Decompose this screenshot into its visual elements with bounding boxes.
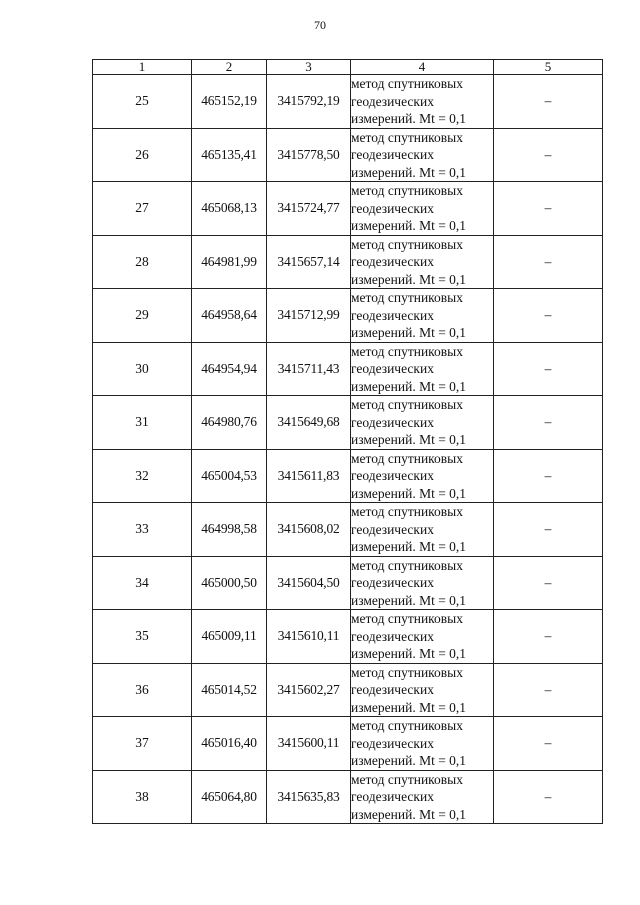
table-row <box>93 342 603 396</box>
method-line: измерений. Mt = 0,1 <box>351 485 467 501</box>
point-number: 38 <box>93 770 192 824</box>
column-header: 5 <box>494 60 603 75</box>
x-coordinate: 465152,19 <box>192 75 267 129</box>
method-line: метод спутниковых <box>351 664 463 680</box>
method-line: метод спутниковых <box>351 76 463 91</box>
method-line: геодезических <box>351 789 434 804</box>
y-coordinate: 3415602,27 <box>267 663 351 717</box>
method-line: измерений. Mt = 0,1 <box>351 111 467 126</box>
column-header: 2 <box>192 60 267 75</box>
method-cell <box>351 289 494 343</box>
method-line: метод спутниковых <box>351 236 463 252</box>
note-cell: – <box>494 342 603 396</box>
method-cell <box>351 556 494 610</box>
note-cell: – <box>494 75 603 129</box>
point-number: 32 <box>93 449 192 503</box>
method-cell <box>351 503 494 557</box>
method-line: метод спутниковых <box>351 183 463 198</box>
table-row <box>93 610 603 664</box>
method-cell <box>351 342 494 396</box>
table-row <box>93 449 603 503</box>
note-cell: – <box>494 235 603 289</box>
x-coordinate: 465016,40 <box>192 717 267 771</box>
method-line: измерений. Mt = 0,1 <box>351 592 467 608</box>
note-cell: – <box>494 503 603 557</box>
method-line: геодезических <box>351 575 434 590</box>
y-coordinate: 3415724,77 <box>267 182 351 236</box>
note-cell: – <box>494 182 603 236</box>
note-cell: – <box>494 396 603 450</box>
x-coordinate: 464954,94 <box>192 342 267 396</box>
table-row <box>93 717 603 771</box>
method-line: метод спутниковых <box>351 557 463 573</box>
table-row <box>93 235 603 289</box>
table-row <box>93 289 603 343</box>
y-coordinate: 3415604,50 <box>267 556 351 610</box>
point-number: 26 <box>93 128 192 182</box>
x-coordinate: 464998,58 <box>192 503 267 557</box>
table-row <box>93 770 603 824</box>
table-row <box>93 396 603 450</box>
method-line: геодезических <box>351 254 434 269</box>
table-row <box>93 75 603 129</box>
page-number: 70 <box>314 18 326 32</box>
point-number: 28 <box>93 235 192 289</box>
y-coordinate: 3415635,83 <box>267 770 351 824</box>
point-number: 37 <box>93 717 192 771</box>
method-line: измерений. Mt = 0,1 <box>351 539 467 554</box>
x-coordinate: 465014,52 <box>192 663 267 717</box>
note-cell: – <box>494 770 603 824</box>
point-number: 25 <box>93 75 192 129</box>
method-cell <box>351 717 494 771</box>
method-cell <box>351 610 494 664</box>
method-cell <box>351 75 494 129</box>
method-line: измерений. Mt = 0,1 <box>351 325 467 340</box>
method-cell <box>351 182 494 236</box>
y-coordinate: 3415711,43 <box>267 342 351 396</box>
point-number: 34 <box>93 556 192 610</box>
method-line: геодезических <box>351 93 434 109</box>
method-line: геодезических <box>351 307 434 323</box>
method-line: геодезических <box>351 468 434 483</box>
method-line: измерений. Mt = 0,1 <box>351 753 467 768</box>
table-row <box>93 182 603 236</box>
table-row <box>93 556 603 610</box>
method-line: метод спутниковых <box>351 397 463 412</box>
method-line: геодезических <box>351 200 434 216</box>
method-line: метод спутниковых <box>351 129 463 145</box>
table-header-row <box>93 60 603 75</box>
table-body <box>93 75 603 824</box>
coordinates-table <box>92 59 603 824</box>
x-coordinate: 465064,80 <box>192 770 267 824</box>
point-number: 33 <box>93 503 192 557</box>
method-line: геодезических <box>351 521 434 537</box>
method-line: измерений. Mt = 0,1 <box>351 432 467 447</box>
y-coordinate: 3415610,11 <box>267 610 351 664</box>
y-coordinate: 3415778,50 <box>267 128 351 182</box>
x-coordinate: 465004,53 <box>192 449 267 503</box>
point-number: 29 <box>93 289 192 343</box>
method-line: геодезических <box>351 682 434 697</box>
method-line: измерений. Mt = 0,1 <box>351 646 467 661</box>
table-row <box>93 503 603 557</box>
point-number: 35 <box>93 610 192 664</box>
method-line: метод спутниковых <box>351 450 463 466</box>
note-cell: – <box>494 663 603 717</box>
method-line: метод спутниковых <box>351 718 463 733</box>
method-line: геодезических <box>351 361 434 376</box>
method-line: метод спутниковых <box>351 504 463 519</box>
method-cell <box>351 235 494 289</box>
point-number: 27 <box>93 182 192 236</box>
y-coordinate: 3415611,83 <box>267 449 351 503</box>
column-header: 1 <box>93 60 192 75</box>
x-coordinate: 465068,13 <box>192 182 267 236</box>
note-cell: – <box>494 610 603 664</box>
method-line: геодезических <box>351 628 434 644</box>
table-row <box>93 128 603 182</box>
y-coordinate: 3415712,99 <box>267 289 351 343</box>
y-coordinate: 3415608,02 <box>267 503 351 557</box>
method-line: метод спутниковых <box>351 343 463 359</box>
y-coordinate: 3415792,19 <box>267 75 351 129</box>
x-coordinate: 464981,99 <box>192 235 267 289</box>
method-line: метод спутниковых <box>351 771 463 787</box>
method-line: метод спутниковых <box>351 611 463 626</box>
method-line: измерений. Mt = 0,1 <box>351 806 467 822</box>
point-number: 36 <box>93 663 192 717</box>
y-coordinate: 3415649,68 <box>267 396 351 450</box>
x-coordinate: 465000,50 <box>192 556 267 610</box>
column-header: 4 <box>351 60 494 75</box>
method-line: геодезических <box>351 735 434 751</box>
method-line: измерений. Mt = 0,1 <box>351 699 467 715</box>
method-cell <box>351 128 494 182</box>
method-line: измерений. Mt = 0,1 <box>351 164 467 180</box>
method-cell <box>351 663 494 717</box>
x-coordinate: 465135,41 <box>192 128 267 182</box>
method-line: измерений. Mt = 0,1 <box>351 271 467 287</box>
note-cell: – <box>494 128 603 182</box>
point-number: 31 <box>93 396 192 450</box>
method-cell <box>351 770 494 824</box>
table-row <box>93 663 603 717</box>
note-cell: – <box>494 289 603 343</box>
column-header: 3 <box>267 60 351 75</box>
note-cell: – <box>494 556 603 610</box>
x-coordinate: 465009,11 <box>192 610 267 664</box>
x-coordinate: 464980,76 <box>192 396 267 450</box>
y-coordinate: 3415600,11 <box>267 717 351 771</box>
note-cell: – <box>494 717 603 771</box>
method-line: измерений. Mt = 0,1 <box>351 218 467 233</box>
method-line: измерений. Mt = 0,1 <box>351 378 467 394</box>
method-line: геодезических <box>351 414 434 430</box>
method-line: геодезических <box>351 147 434 162</box>
method-cell <box>351 449 494 503</box>
point-number: 30 <box>93 342 192 396</box>
method-cell <box>351 396 494 450</box>
note-cell: – <box>494 449 603 503</box>
x-coordinate: 464958,64 <box>192 289 267 343</box>
y-coordinate: 3415657,14 <box>267 235 351 289</box>
method-line: метод спутниковых <box>351 290 463 305</box>
